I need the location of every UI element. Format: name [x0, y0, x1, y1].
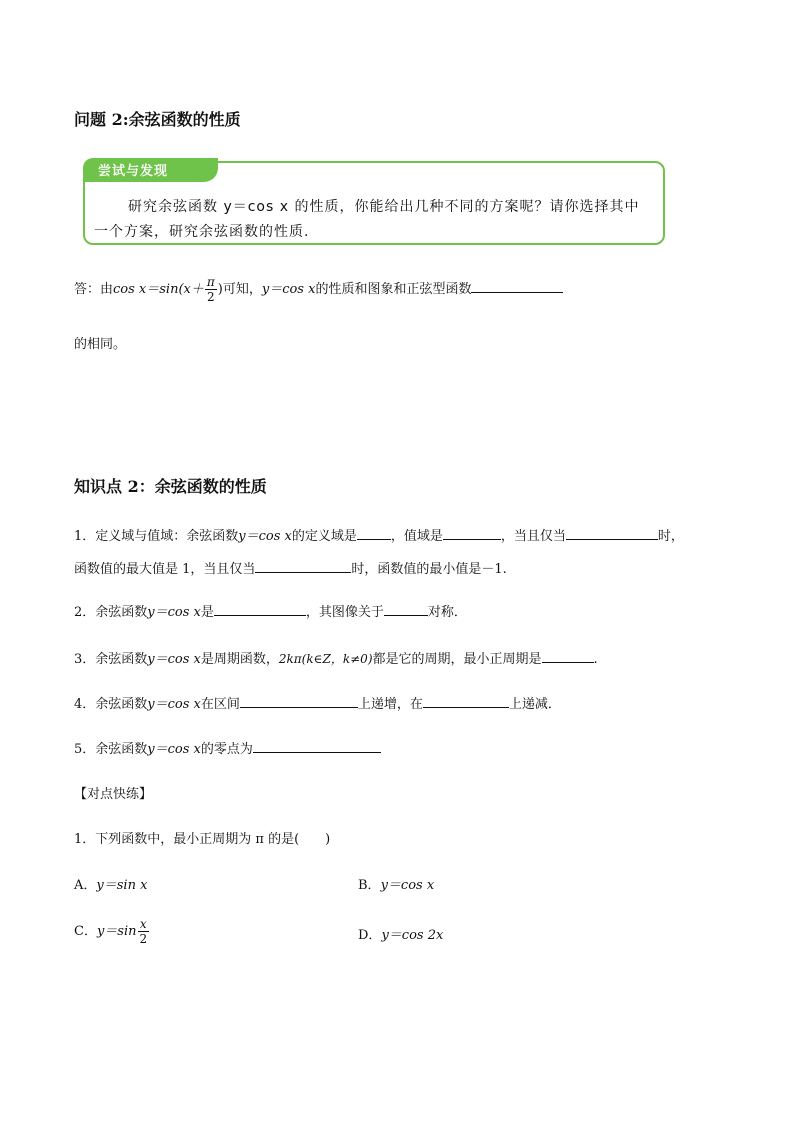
option-c-label: C． [74, 924, 97, 939]
min-condition-blank[interactable] [255, 560, 351, 573]
option-c-denominator: 2 [139, 932, 148, 946]
decreasing-interval-blank[interactable] [423, 695, 509, 708]
option-d[interactable] [358, 924, 443, 943]
try-discover-line2: 一个方案，研究余弦函数的性质. [94, 224, 310, 240]
option-c-fraction [138, 917, 150, 946]
answer-prefix: 答：由 [74, 282, 114, 297]
item3-text-b: 是周期函数， [200, 652, 279, 667]
item1-line2-b: 时，函数值的最小值是－1. [351, 562, 507, 577]
fraction-denominator: 2 [207, 290, 215, 304]
answer-line2: 的相同。 [74, 337, 127, 352]
option-d-text: y＝cos 2x [381, 928, 444, 943]
answer-fraction [205, 275, 217, 304]
item1-text-e: 时， [657, 529, 684, 544]
answer-expr2: y＝cos x [261, 282, 316, 297]
item5-text-a: 5．余弦函数 [74, 742, 148, 757]
item4-text-a: 4．余弦函数 [74, 697, 148, 712]
answer-line1 [74, 275, 563, 305]
item2-text-a: 2．余弦函数 [74, 605, 148, 620]
parity-blank[interactable] [214, 603, 306, 616]
option-a-label: A． [74, 878, 97, 893]
item5 [74, 738, 381, 757]
item1-line1 [74, 525, 684, 544]
item2 [74, 601, 467, 620]
item3-period-expr: 2kπ(k∈Z，k≠0) [278, 652, 373, 666]
answer-expr-left: cos x＝sin(x＋ [113, 282, 204, 297]
item1-line2 [74, 558, 507, 577]
item3-func: y＝cos x [147, 652, 201, 667]
item2-func: y＝cos x [147, 605, 201, 620]
try-discover-label: 尝试与发现 [98, 164, 169, 179]
domain-blank[interactable] [357, 527, 391, 540]
item1-text-b: 的定义域是 [291, 529, 357, 544]
practice-heading: 【对点快练】 [74, 787, 153, 802]
option-b-label: B． [358, 878, 381, 893]
option-c-numerator: x [138, 917, 150, 932]
item4-text-d: 上递减． [508, 697, 561, 712]
option-a[interactable] [74, 874, 147, 893]
item1-text-a: 1．定义域与值域：余弦函数 [74, 529, 239, 544]
period-blank[interactable] [542, 650, 594, 663]
option-d-label: D． [358, 928, 382, 943]
item3-text-e: . [593, 652, 598, 667]
problem-heading: 问题 2:余弦函数的性质 [74, 110, 241, 129]
fraction-numerator: π [206, 275, 215, 289]
practice-question-1: 1．下列函数中，最小正周期为 π 的是( ) [74, 832, 331, 847]
item5-func: y＝cos x [147, 742, 201, 757]
option-c[interactable] [74, 914, 150, 950]
item3-text-d: 都是它的周期，最小正周期是 [372, 652, 542, 667]
knowledge-heading: 知识点 2：余弦函数的性质 [74, 477, 267, 496]
range-blank[interactable] [443, 527, 501, 540]
symmetry-blank[interactable] [384, 603, 428, 616]
answer-blank[interactable] [471, 280, 563, 293]
item4-text-c: 上递增，在 [357, 697, 423, 712]
option-b-text: y＝cos x [380, 878, 435, 893]
item5-text-b: 的零点为 [200, 742, 253, 757]
item2-text-c: ，其图像关于 [305, 605, 384, 620]
item1-func: y＝cos x [238, 529, 292, 544]
item4 [74, 693, 561, 712]
item4-func: y＝cos x [147, 697, 201, 712]
item1-text-d: ，当且仅当 [500, 529, 566, 544]
increasing-interval-blank[interactable] [240, 695, 358, 708]
item2-text-b: 是 [200, 605, 214, 620]
option-a-text: y＝sin x [96, 878, 148, 893]
item3-text-a: 3．余弦函数 [74, 652, 148, 667]
answer-expr-right: )可知， [217, 282, 262, 297]
item2-text-d: 对称． [427, 605, 467, 620]
item1-line2-a: 函数值的最大值是 1，当且仅当 [74, 562, 256, 577]
option-c-text: y＝sin [96, 924, 137, 939]
answer-suffix: 的性质和图象和正弦型函数 [315, 282, 472, 297]
zeros-blank[interactable] [253, 740, 381, 753]
try-discover-line1: 研究余弦函数 y＝cos x 的性质，你能给出几种不同的方案呢？请你选择其中 [128, 199, 640, 215]
item4-text-b: 在区间 [200, 697, 240, 712]
item1-text-c: ，值域是 [390, 529, 443, 544]
option-b[interactable] [358, 874, 434, 893]
max-condition-blank[interactable] [566, 527, 658, 540]
item3 [74, 648, 598, 667]
